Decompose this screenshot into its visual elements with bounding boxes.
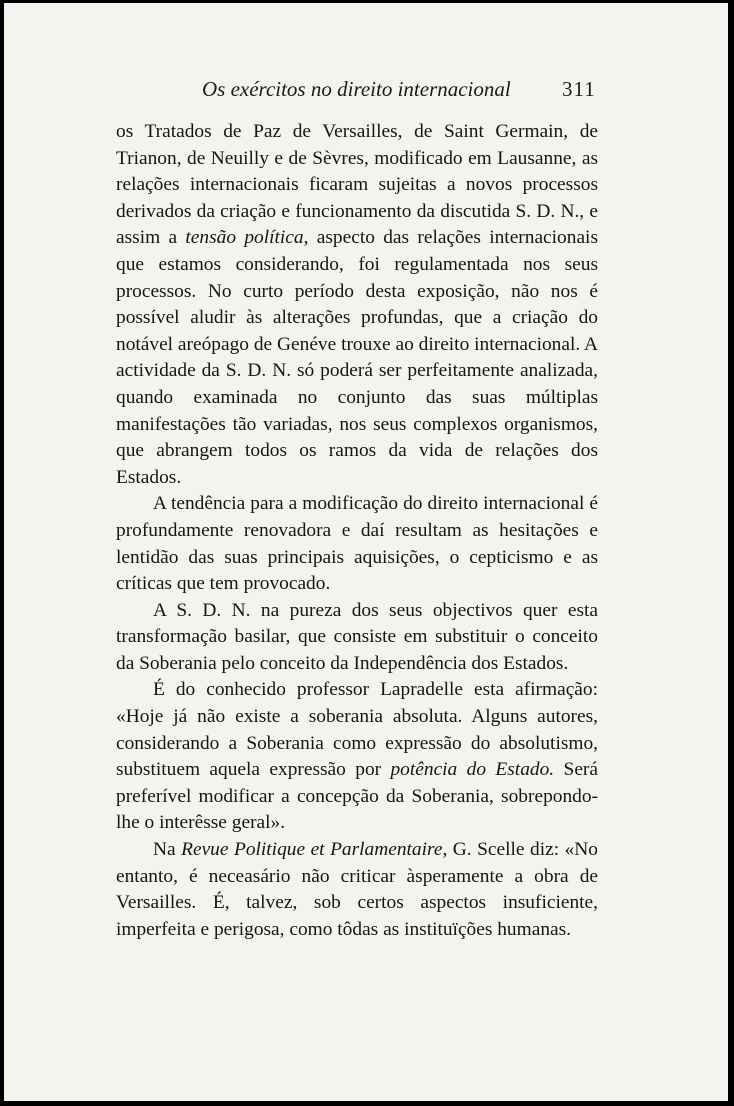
text-run: Será preferível modificar a concepção da Soberania, sobrepondo-lhe o interêsse geral». <box>116 759 598 834</box>
text-run: É do conhecido professor Lapradelle esta afirmação: «Hoje já não existe a soberania absoluta. Alguns autores, considerando a Soberania como expressão do absolutismo, substituem aquela expressão por <box>116 679 598 781</box>
paragraph <box>116 491 598 597</box>
paragraph <box>116 598 598 678</box>
text-run: A S. D. N. na pureza dos seus objectivos quer esta transformação basilar, que consiste em substituir o conceito da Soberania pelo conceito da Independência dos Estados. <box>116 599 598 674</box>
text-run: Na <box>153 839 182 861</box>
paragraph <box>116 837 598 943</box>
text-run: os Tratados de Paz de Versailles, de Saint Germain, de Trianon, de Neuilly e de Sèvres, modificado em Lausanne, as relações internacionais ficaram sujeitas a novos processos derivados da criação e funcionamento da discutida S. D. N., e assim a <box>116 121 598 249</box>
body-text <box>116 119 598 943</box>
page-header <box>4 73 728 103</box>
text-run: A tendência para a modificação do direito internacional é profundamente renovadora e daí resultam as hesitações e lentidão das suas principais aquisições, o cepticismo e as críticas que tem provocado. <box>116 493 598 595</box>
book-page <box>4 3 728 1101</box>
italic-term: tensão política <box>185 227 304 249</box>
paragraph <box>116 119 598 491</box>
running-title: Os exércitos no direito internacional <box>202 77 511 101</box>
text-run: , G. Scelle diz: «No entanto, é neceasário não criticar àsperamente a obra de Versailles. É, talvez, sob certos aspectos insuficiente, imperfeita e perigosa, como tôdas as instituïções humanas. <box>116 839 599 940</box>
page-number: 311 <box>562 77 596 101</box>
italic-title: Revue Politique et Parlamentaire <box>181 839 443 861</box>
text-run: , aspecto das relações internacionais que estamos considerando, foi regulamentada nos seus processos. No curto período desta exposição, não nos é possível aludir às alterações profundas, que a criação do notável areópago de Genéve trouxe ao direito internacional. A actividade da S. D. N. só poderá ser perfeitamente analizada, quando examinada no conjunto das suas múltiplas manifestações tão variadas, nos seus complexos organismos, que abrangem todos os ramos da vida de relações dos Estados. <box>116 227 598 488</box>
paragraph <box>116 677 598 837</box>
italic-term: potência do Estado. <box>390 759 555 781</box>
